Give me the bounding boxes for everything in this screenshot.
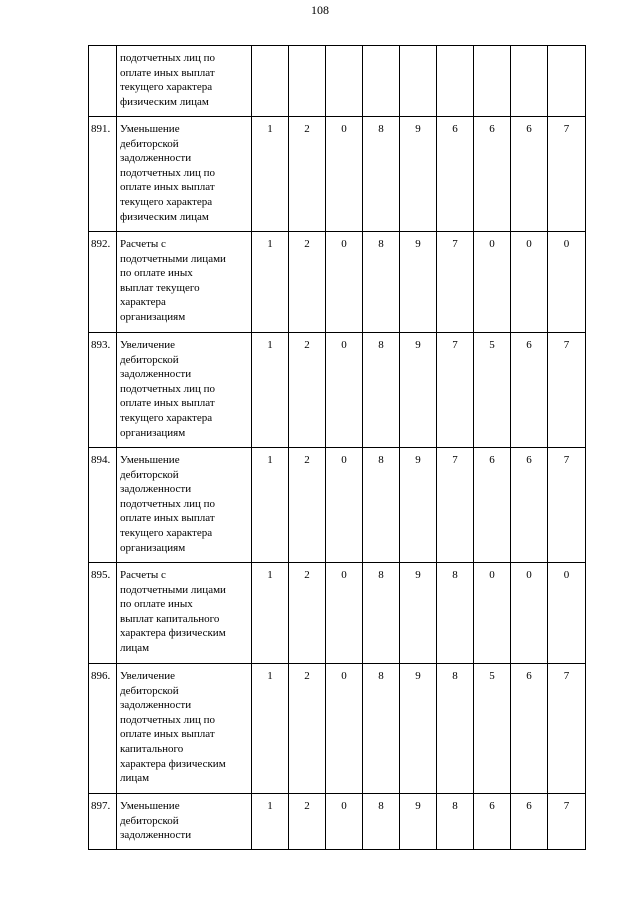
table-row (89, 46, 586, 117)
code-digit: 9 (400, 232, 437, 333)
code-digit: 0 (474, 232, 511, 333)
code-digit: 0 (511, 563, 548, 664)
description-line: оплате иных выплат (120, 397, 215, 410)
description-line: оплате иных выплат (120, 66, 215, 79)
code-digit: 8 (437, 664, 474, 794)
description-line: текущего характера (120, 526, 213, 539)
description-line: Увеличение (120, 670, 176, 682)
description-line: задолженности (120, 483, 192, 496)
row-number: 897. (89, 794, 117, 850)
code-digit: 8 (437, 794, 474, 850)
code-digit: 7 (548, 117, 586, 232)
description-line: Расчеты с (120, 238, 166, 250)
description-line: лицам (120, 641, 150, 654)
table-row (89, 232, 586, 333)
code-digit: 9 (400, 664, 437, 794)
code-digit: 1 (252, 794, 289, 850)
code-digit: 0 (326, 117, 363, 232)
code-digit: 0 (326, 664, 363, 794)
description-line: по оплате иных (120, 598, 193, 611)
code-digit: 7 (437, 232, 474, 333)
code-digit: 8 (363, 333, 400, 448)
description-line: дебиторской (120, 684, 179, 697)
code-digit: 6 (437, 117, 474, 232)
description-line: оплате иных выплат (120, 181, 215, 194)
code-digit (511, 46, 548, 117)
description-line: характера физическим (120, 757, 226, 770)
code-digit: 0 (326, 232, 363, 333)
description-line: текущего характера (120, 195, 213, 208)
code-digit: 6 (511, 117, 548, 232)
description-line: задолженности (120, 152, 192, 165)
code-digit: 5 (474, 333, 511, 448)
code-digit (289, 46, 326, 117)
description-line: организациям (120, 310, 186, 323)
code-digit: 8 (363, 794, 400, 850)
code-digit: 0 (548, 563, 586, 664)
description-line: задолженности (120, 829, 192, 842)
row-description (117, 794, 252, 850)
code-digit: 2 (289, 333, 326, 448)
row-description (117, 664, 252, 794)
table-row (89, 664, 586, 794)
description-line: подотчетными лицами (120, 583, 226, 596)
description-line: оплате иных выплат (120, 728, 215, 741)
description-line: капитального (120, 742, 184, 755)
code-digit: 0 (326, 794, 363, 850)
code-digit: 7 (548, 448, 586, 563)
code-digit: 6 (511, 333, 548, 448)
code-digit: 8 (363, 563, 400, 664)
row-description (117, 117, 252, 232)
code-digit: 9 (400, 117, 437, 232)
description-line: характера (120, 296, 166, 309)
description-line: дебиторской (120, 468, 179, 481)
code-digit: 2 (289, 664, 326, 794)
code-digit: 1 (252, 117, 289, 232)
account-codes-table (88, 45, 586, 850)
code-digit: 0 (326, 448, 363, 563)
description-line: Уменьшение (120, 800, 180, 812)
row-number: 894. (89, 448, 117, 563)
row-description (117, 333, 252, 448)
code-digit: 8 (363, 448, 400, 563)
code-digit: 2 (289, 448, 326, 563)
code-digit: 8 (363, 232, 400, 333)
code-digit: 6 (474, 117, 511, 232)
description-line: организациям (120, 541, 186, 554)
code-digit: 5 (474, 664, 511, 794)
row-number (89, 46, 117, 117)
code-digit: 9 (400, 563, 437, 664)
description-line: задолженности (120, 368, 192, 381)
code-digit (252, 46, 289, 117)
row-number: 893. (89, 333, 117, 448)
description-line: Уменьшение (120, 123, 180, 135)
code-digit (548, 46, 586, 117)
description-line: по оплате иных (120, 267, 193, 280)
code-digit: 9 (400, 794, 437, 850)
description-line: выплат текущего (120, 281, 200, 294)
code-digit: 9 (400, 448, 437, 563)
table-row (89, 333, 586, 448)
code-digit: 1 (252, 563, 289, 664)
description-line: дебиторской (120, 814, 179, 827)
description-line: оплате иных выплат (120, 512, 215, 525)
table-row (89, 794, 586, 850)
code-digit: 8 (437, 563, 474, 664)
code-digit: 0 (511, 232, 548, 333)
code-digit: 0 (548, 232, 586, 333)
row-number: 891. (89, 117, 117, 232)
code-digit: 7 (437, 333, 474, 448)
code-digit: 1 (252, 448, 289, 563)
code-digit: 0 (326, 333, 363, 448)
page-number: 108 (311, 3, 329, 17)
code-digit (437, 46, 474, 117)
row-number: 892. (89, 232, 117, 333)
description-line: организациям (120, 426, 186, 439)
code-digit: 9 (400, 333, 437, 448)
code-digit (400, 46, 437, 117)
code-digit: 2 (289, 794, 326, 850)
description-line: дебиторской (120, 353, 179, 366)
description-line: дебиторской (120, 137, 179, 150)
description-line: подотчетных лиц по (120, 382, 215, 395)
code-digit: 6 (474, 448, 511, 563)
code-digit: 7 (437, 448, 474, 563)
description-line: текущего характера (120, 81, 213, 94)
code-digit: 6 (511, 664, 548, 794)
description-line: Увеличение (120, 339, 176, 351)
description-line: подотчетных лиц по (120, 166, 215, 179)
description-line: физическим лицам (120, 210, 209, 223)
code-digit (474, 46, 511, 117)
row-description (117, 563, 252, 664)
description-line: характера физическим (120, 627, 226, 640)
table-row (89, 563, 586, 664)
row-description (117, 232, 252, 333)
table-row (89, 117, 586, 232)
code-digit: 2 (289, 563, 326, 664)
code-digit: 7 (548, 794, 586, 850)
code-digit: 2 (289, 232, 326, 333)
description-line: выплат капитального (120, 612, 220, 625)
code-digit: 0 (326, 563, 363, 664)
code-digit: 0 (474, 563, 511, 664)
code-digit: 6 (474, 794, 511, 850)
description-line: задолженности (120, 699, 192, 712)
code-digit: 8 (363, 117, 400, 232)
description-line: подотчетных лиц по (120, 497, 215, 510)
code-digit: 1 (252, 232, 289, 333)
description-line: подотчетных лиц по (120, 52, 215, 64)
description-line: подотчетными лицами (120, 252, 226, 265)
description-line: подотчетных лиц по (120, 713, 215, 726)
description-line: Уменьшение (120, 454, 180, 466)
row-description (117, 448, 252, 563)
code-digit: 1 (252, 664, 289, 794)
code-digit: 7 (548, 664, 586, 794)
code-digit: 1 (252, 333, 289, 448)
description-line: физическим лицам (120, 95, 209, 108)
row-description (117, 46, 252, 117)
code-digit (363, 46, 400, 117)
description-line: лицам (120, 772, 150, 785)
code-digit: 2 (289, 117, 326, 232)
row-number: 896. (89, 664, 117, 794)
code-digit: 6 (511, 448, 548, 563)
code-digit: 7 (548, 333, 586, 448)
table-row (89, 448, 586, 563)
code-digit (326, 46, 363, 117)
code-digit: 8 (363, 664, 400, 794)
description-line: текущего характера (120, 411, 213, 424)
row-number: 895. (89, 563, 117, 664)
description-line: Расчеты с (120, 569, 166, 581)
code-digit: 6 (511, 794, 548, 850)
